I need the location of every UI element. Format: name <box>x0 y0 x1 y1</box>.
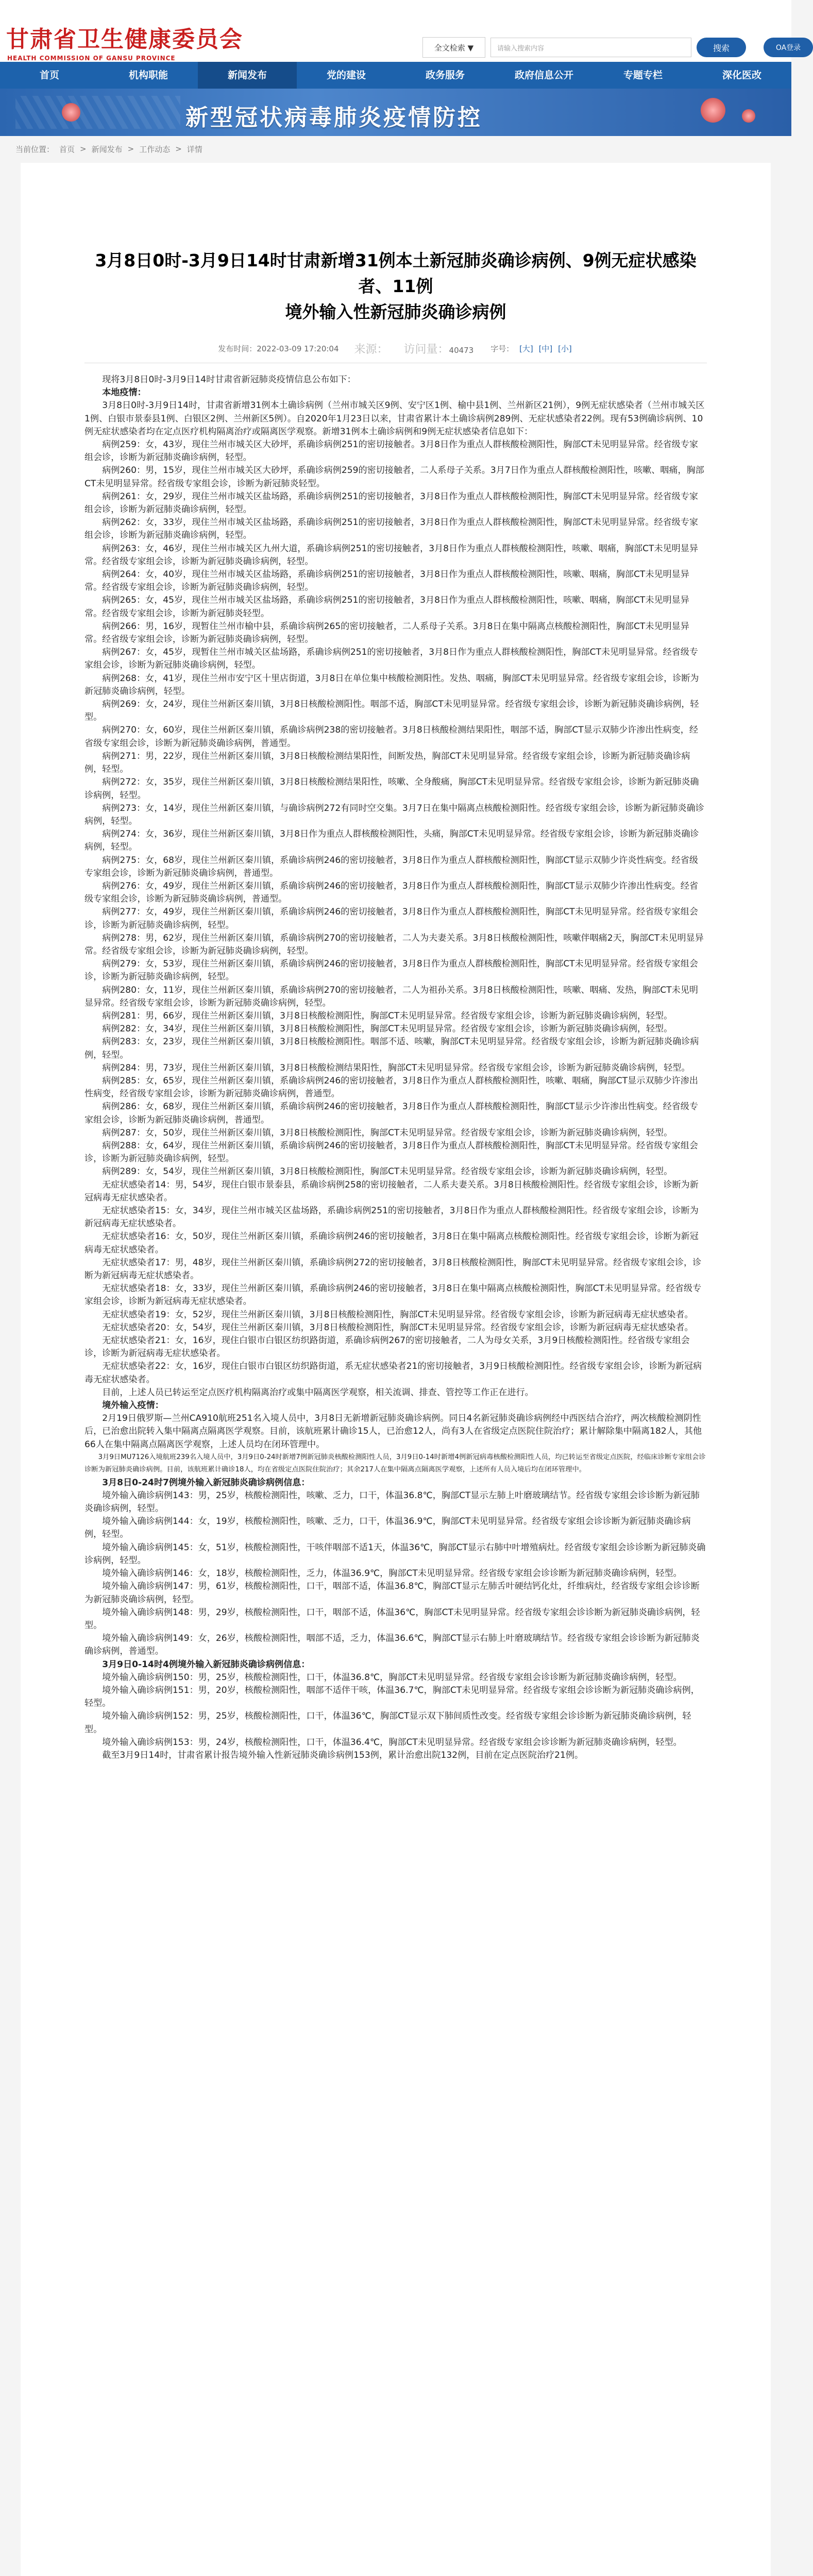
article-body <box>84 374 707 1762</box>
article-paragraph: 病例262：女，33岁，现住兰州市城关区盐场路，系确诊病例251的密切接触者，3月8日作为重点人群核酸检测阳性，胸部CT未见明显异常。经省级专家组会诊，诊断为新冠肺炎确诊病例，轻型。 <box>84 517 698 541</box>
article-paragraph: 境外输入确诊病例150：男，25岁，核酸检测阳性，口干，体温36.8℃，胸部CT未见明显异常。经省级专家组会诊诊断为新冠肺炎确诊病例，轻型。 <box>102 1672 682 1683</box>
article-paragraph: 病例282：女，34岁，现住兰州新区秦川镇，3月8日核酸检测阳性，胸部CT未见明显异常。经省级专家组会诊，诊断为新冠肺炎确诊病例，轻型。 <box>102 1024 673 1035</box>
breadcrumb-label: 当前位置： <box>15 144 55 154</box>
section-heading: 境外输入疫情： <box>102 1400 164 1411</box>
search-button[interactable]: 搜索 <box>697 38 746 57</box>
article-paragraph: 截至3月9日14时，甘肃省累计报告境外输入性新冠肺炎确诊病例153例，累计治愈出院132例，目前在定点医院治疗21例。 <box>102 1750 584 1760</box>
article-meta <box>84 341 707 357</box>
source-label: 来源： <box>354 343 388 356</box>
article-paragraph: 无症状感染者20：女，54岁，现住兰州新区秦川镇，3月8日核酸检测阳性，胸部CT未见明显异常。经省级专家组会诊，诊断为新冠病毒无症状感染者。 <box>102 1322 693 1333</box>
article-title <box>84 163 707 325</box>
article-paragraph: 病例271：男，22岁，现住兰州新区秦川镇，3月8日核酸检测结果阳性，间断发热，胸部CT未见明显异常。经省级专家组会诊，诊断为新冠肺炎确诊病例，轻型。 <box>84 751 690 775</box>
article-paragraph: 目前，上述人员已转运至定点医疗机构隔离治疗或集中隔离医学观察，相关流调、排查、管控等工作正在进行。 <box>102 1387 534 1398</box>
article-paragraph: 病例280：女，11岁，现住兰州新区秦川镇，系确诊病例270的密切接触者，二人为祖孙关系。3月8日核酸检测阳性，咳嗽、咽痛、发热，胸部CT未见明显异常。经省级专家组会诊，诊断为新冠肺炎确诊病例，轻型。 <box>84 985 698 1008</box>
article-paragraph: 病例267：女，45岁，现暂住兰州市城关区盐场路，系确诊病例251的密切接触者，3月8日作为重点人群核酸检测阳性，胸部CT未见明显异常。经省级专家组会诊，诊断为新冠肺炎确诊病例，轻型。 <box>84 647 698 671</box>
article-paragraph: 病例275：女，68岁，现住兰州新区秦川镇，系确诊病例246的密切接触者，3月8日作为重点人群核酸检测阳性，胸部CT显示双肺少许炎性病变。经省级专家组会诊，诊断为新冠肺炎确诊病例，普通型。 <box>84 855 698 878</box>
article-paragraph: 病例281：男，66岁，现住兰州新区秦川镇，3月8日核酸检测阳性，胸部CT未见明显异常。经省级专家组会诊，诊断为新冠肺炎确诊病例，轻型。 <box>102 1010 673 1021</box>
nav-item[interactable]: 机构职能 <box>128 70 168 81</box>
search-bar <box>422 37 813 58</box>
nav-item[interactable]: 政府信息公开 <box>514 70 573 81</box>
article-title-line: 境外输入性新冠肺炎确诊病例 <box>285 302 506 322</box>
article-paragraph: 病例264：女，40岁，现住兰州市城关区盐场路，系确诊病例251的密切接触者，3月8日作为重点人群核酸检测阳性，咳嗽、咽痛，胸部CT未见明显异常。经省级专家组会诊，诊断为新冠肺炎确诊病例，轻型。 <box>84 569 689 593</box>
article-paragraph: 病例260：男，15岁，现住兰州市城关区大砂坪，系确诊病例259的密切接触者，二人系母子关系。3月7日作为重点人群核酸检测阳性，咳嗽、咽痛，胸部CT未见明显异常。经省级专家组会诊，诊断为新冠肺炎轻型。 <box>84 465 704 489</box>
nav-item[interactable]: 政务服务 <box>425 70 465 81</box>
nav-item[interactable]: 深化医改 <box>722 70 761 81</box>
nav-item[interactable]: 专题专栏 <box>623 70 663 81</box>
font-size-small[interactable]: [小] <box>558 344 572 353</box>
search-input[interactable]: 请输入搜索内容 <box>490 38 691 57</box>
article-paragraph: 现将3月8日0时-3月9日14时甘肃省新冠肺炎疫情信息公布如下： <box>102 375 356 385</box>
article-paragraph: 境外输入确诊病例144：女，19岁，核酸检测阳性，咳嗽、乏力，口干，体温36.9℃，胸部CT未见明显异常。经省级专家组会诊诊断为新冠肺炎确诊病例，轻型。 <box>84 1516 691 1540</box>
article-container <box>21 163 771 2576</box>
article-paragraph: 病例283：女，23岁，现住兰州新区秦川镇，3月8日核酸检测阳性。咽部不适、咳嗽，胸部CT未见明显异常。经省级专家组会诊，诊断为新冠肺炎确诊病例，轻型。 <box>84 1037 699 1060</box>
article-paragraph: 病例274：女，36岁，现住兰州新区秦川镇，3月8日作为重点人群核酸检测阳性，头痛，胸部CT未见明显异常。经省级专家组会诊，诊断为新冠肺炎确诊病例，轻型。 <box>84 829 699 853</box>
article-paragraph: 无症状感染者19：女，52岁，现住兰州新区秦川镇，3月8日核酸检测阳性，胸部CT未见明显异常。经省级专家组会诊，诊断为新冠病毒无症状感染者。 <box>102 1309 693 1320</box>
article-paragraph: 病例268：女，41岁，现住兰州市安宁区十里店街道，3月8日在单位集中核酸检测阳性。发热、咽痛，胸部CT未见明显异常。经省级专家组会诊，诊断为新冠肺炎确诊病例，轻型。 <box>84 673 699 697</box>
article-paragraph: 病例286：女，68岁，现住兰州新区秦川镇，系确诊病例246的密切接触者，3月8日作为重点人群核酸检测阳性，胸部CT显示少许渗出性病变。经省级专家组会诊，诊断为新冠肺炎确诊病例，普通型。 <box>84 1101 698 1125</box>
section-heading: 本地疫情： <box>102 387 146 398</box>
article-paragraph: 境外输入确诊病例149：女，26岁，核酸检测阳性，咽部不适，乏力，体温36.6℃，胸部CT显示右肺上叶磨玻璃结节。经省级专家组会诊诊断为新冠肺炎确诊病例，普通型。 <box>84 1633 700 1657</box>
article-paragraph: 无症状感染者18：女，33岁，现住兰州新区秦川镇，系确诊病例246的密切接触者，3月8日在集中隔离点核酸检测阳性，胸部CT未见明显异常。经省级专家组会诊，诊断为新冠病毒无症状感染者。 <box>84 1283 702 1307</box>
article-paragraph: 病例276：女，49岁，现住兰州新区秦川镇，系确诊病例246的密切接触者，3月8日作为重点人群核酸检测阳性，胸部CT显示双肺少许渗出性病变。经省级专家组会诊，诊断为新冠肺炎确诊病例，普通型。 <box>84 880 698 905</box>
article-paragraph: 病例284：男，73岁，现住兰州新区秦川镇，3月8日核酸检测结果阳性，胸部CT未见明显异常。经省级专家组会诊，诊断为新冠肺炎确诊病例，轻型。 <box>102 1062 690 1073</box>
font-size-control <box>489 343 573 354</box>
article-paragraph: 病例265：女，45岁，现住兰州市城关区盐场路，系确诊病例251的密切接触者，3月8日作为重点人群核酸检测阳性，咳嗽、咽痛，胸部CT未见明显异常。经省级专家组会诊，诊断为新冠肺炎轻型。 <box>84 595 689 619</box>
font-size-medium[interactable]: [中] <box>538 344 553 353</box>
article-paragraph: 病例272：女，35岁，现住兰州新区秦川镇，3月8日核酸检测结果阳性，咳嗽、全身酸痛，胸部CT未见明显异常。经省级专家组会诊，诊断为新冠肺炎确诊病例，轻型。 <box>84 777 699 801</box>
article-paragraph: 病例279：女，53岁，现住兰州新区秦川镇，系确诊病例246的密切接触者，3月8日作为重点人群核酸检测阳性，胸部CT未见明显异常。经省级专家组会诊，诊断为新冠肺炎确诊病例，轻型。 <box>84 959 698 982</box>
article-paragraph: 病例287：女，50岁，现住兰州新区秦川镇，3月8日核酸检测阳性，胸部CT未见明显异常。经省级专家组会诊，诊断为新冠肺炎确诊病例，轻型。 <box>102 1127 673 1138</box>
article-paragraph: 病例288：女，64岁，现住兰州新区秦川镇，系确诊病例246的密切接触者，3月8日作为重点人群核酸检测阳性，胸部CT未见明显异常。经省级专家组会诊，诊断为新冠肺炎确诊病例，轻型。 <box>84 1140 698 1164</box>
nav-item[interactable]: 新闻发布 <box>198 62 297 89</box>
article-paragraph: 3月9日MU7126入境航班239名入境人员中，3月9日0-24时新增7例新冠肺炎核酸检测阳性人员，3月9日0-14时新增4例新冠病毒核酸检测阳性人员，均已转运至省级定点医院，经临床诊断专家组会诊诊断为新冠肺炎确诊病例。目前，该航班累计确诊18人，均在省级定点医院住院治疗；其余217人在集中隔离点隔离医学观察，上述所有人员入境后均在闭环管理中。 <box>84 1453 706 1474</box>
article-paragraph: 境外输入确诊病例146：女，18岁，核酸检测阳性，乏力，体温36.9℃，胸部CT未见明显异常。经省级专家组会诊诊断为新冠肺炎确诊病例，轻型。 <box>102 1568 682 1579</box>
article-paragraph: 病例266：男，16岁，现暂住兰州市榆中县，系确诊病例265的密切接触者，二人系母子关系。3月8日在集中隔离点核酸检测阳性，胸部CT未见明显异常。经省级专家组会诊，诊断为新冠肺炎确诊病例，轻型。 <box>84 621 689 645</box>
article-paragraph: 病例273：女，14岁，现住兰州新区秦川镇，与确诊病例272有同时空交集。3月7日在集中隔离点核酸检测阳性。经省级专家组会诊，诊断为新冠肺炎确诊病例，轻型。 <box>84 803 704 826</box>
article-paragraph: 境外输入确诊病例151：男，20岁，核酸检测阳性，咽部不适伴干咳，体温36.7℃，胸部CT未见明显异常。经省级专家组会诊诊断为新冠肺炎确诊病例，轻型。 <box>84 1685 700 1709</box>
article-paragraph: 境外输入确诊病例152：男，25岁，核酸检测阳性，口干，体温36℃，胸部CT显示双下肺间质性改变。经省级专家组会诊诊断为新冠肺炎确诊病例，轻型。 <box>84 1711 691 1735</box>
nav-item[interactable]: 党的建设 <box>326 70 366 81</box>
article-paragraph: 无症状感染者21：女，16岁，现住白银市白银区纺织路街道，系确诊病例267的密切接触者，二人为母女关系，3月9日核酸检测阳性。经省级专家组会诊，诊断为新冠病毒无症状感染者。 <box>84 1335 690 1359</box>
article-paragraph: 病例289：女，54岁，现住兰州新区秦川镇，3月8日核酸检测阳性，胸部CT未见明显异常。经省级专家组会诊，诊断为新冠肺炎确诊病例，轻型。 <box>102 1166 673 1177</box>
article-paragraph: 境外输入确诊病例153：男，24岁，核酸检测阳性，口干，体温36.4℃，胸部CT未见明显异常。经省级专家组会诊诊断为新冠肺炎确诊病例，轻型。 <box>102 1737 682 1748</box>
site-logo-en: HEALTH COMMISSION OF GANSU PROVINCE <box>7 55 176 62</box>
article-paragraph: 境外输入确诊病例147：男，61岁，核酸检测阳性，口干，咽部不适，体温36.8℃，胸部CT显示左肺舌叶硬结钙化灶，纤维病灶，经省级专家组会诊诊断为新冠肺炎确诊病例，轻型。 <box>84 1581 700 1605</box>
breadcrumb-link[interactable]: 工作动态 <box>139 144 171 154</box>
font-size-label: 字号： <box>490 344 514 353</box>
article-title-line: 3月8日0时-3月9日14时甘肃新增31例本土新冠肺炎确诊病例、9例无症状感染者、11例 <box>95 250 697 296</box>
oa-login-button[interactable]: OA登录 <box>764 38 813 57</box>
article-paragraph: 病例277：女，49岁，现住兰州新区秦川镇，系确诊病例246的密切接触者，3月8日作为重点人群核酸检测阳性，胸部CT未见明显异常。经省级专家组会诊，诊断为新冠肺炎确诊病例，轻型。 <box>84 907 698 930</box>
site-logo[interactable]: 甘肃省卫生健康委员会 <box>6 26 243 53</box>
article-paragraph: 病例261：女，29岁，现住兰州市城关区盐场路，系确诊病例251的密切接触者，3月8日作为重点人群核酸检测阳性，胸部CT未见明显异常。经省级专家组会诊，诊断为新冠肺炎确诊病例，轻型。 <box>84 491 698 515</box>
article-paragraph: 无症状感染者14：男，54岁，现住白银市景泰县，系确诊病例258的密切接触者，二人系夫妻关系。3月8日核酸检测阳性。经省级专家组会诊，诊断为新冠病毒无症状感染者。 <box>84 1179 699 1203</box>
views-label: 访问量： <box>403 343 449 356</box>
article-paragraph: 病例269：女，24岁，现住兰州新区秦川镇，3月8日核酸检测阳性。咽部不适，胸部CT未见明显异常。经省级专家组会诊，诊断为新冠肺炎确诊病例，轻型。 <box>84 699 699 723</box>
main-nav <box>0 62 791 89</box>
publish-date: 发布时间：2022-03-09 17:20:04 <box>218 344 339 353</box>
views-count: 40473 <box>449 346 474 355</box>
article-paragraph: 无症状感染者16：女，50岁，现住兰州新区秦川镇，系确诊病例246的密切接触者，3月8日在集中隔离点核酸检测阳性。经省级专家组会诊，诊断为新冠病毒无症状感染者。 <box>84 1231 699 1255</box>
section-heading: 3月8日0-24时7例境外输入新冠肺炎确诊病例信息： <box>102 1477 310 1488</box>
section-heading: 3月9日0-14时4例境外输入新冠肺炎确诊病例信息： <box>102 1659 310 1670</box>
virus-icon <box>742 109 755 123</box>
banner-pattern <box>15 96 180 129</box>
covid-banner[interactable] <box>0 89 791 136</box>
article-paragraph: 无症状感染者22：女，16岁，现住白银市白银区纺织路街道，系无症状感染者21的密切接触者，3月9日核酸检测阳性。经省级专家组会诊，诊断为新冠病毒无症状感染者。 <box>84 1361 702 1385</box>
virus-icon <box>701 98 725 123</box>
article-paragraph: 无症状感染者15：女，34岁，现住兰州市城关区盐场路，系确诊病例251的密切接触者，3月8日作为重点人群核酸检测阳性。经省级专家组会诊，诊断为新冠病毒无症状感染者。 <box>84 1206 699 1229</box>
breadcrumb: 当前位置： 首页 > 新闻发布 > 工作动态 > 详情 <box>15 144 202 154</box>
site-header <box>0 0 801 62</box>
article-paragraph: 无症状感染者17：男，48岁，现住兰州新区秦川镇，系确诊病例272的密切接触者，3月8日核酸检测阳性，胸部CT未见明显异常。经省级专家组会诊，诊断为新冠病毒无症状感染者。 <box>84 1257 702 1281</box>
breadcrumb-link[interactable]: 首页 <box>59 144 75 154</box>
virus-icon <box>62 103 80 122</box>
article-paragraph: 病例263：女，46岁，现住兰州市城关区九州大道，系确诊病例251的密切接触者，3月8日作为重点人群核酸检测阳性，咳嗽、咽痛，胸部CT未见明显异常。经省级专家组会诊，诊断为新冠肺炎确诊病例，轻型。 <box>84 543 698 567</box>
article-paragraph: 境外输入确诊病例148：男，29岁，核酸检测阳性，口干，咽部不适，体温36℃，胸部CT未见明显异常。经省级专家组会诊诊断为新冠肺炎确诊病例，轻型。 <box>84 1607 700 1631</box>
article-paragraph: 境外输入确诊病例145：女，51岁，核酸检测阳性，干咳伴咽部不适1天，体温36℃，胸部CT显示右肺中叶增殖病灶。经省级专家组会诊诊断为新冠肺炎确诊病例，轻型。 <box>84 1542 706 1566</box>
breadcrumb-current: 详情 <box>187 144 202 154</box>
article-paragraph: 3月8日0时-3月9日14时，甘肃省新增31例本土确诊病例（兰州市城关区9例、安宁区1例、榆中县1例、兰州新区21例），9例无症状感染者（兰州市城关区1例、白银市景泰县1例、白银区2例、兰州新区5例）。自2020年1月23日以来，甘肃省累计本土确诊病例289例、无症状感染者22例。现有53例确诊病例、10例无症状感染者均在定点医疗机构隔离治疗或隔离医学观察。新增31例本土确诊病例和9例无症状感染者信息如下： <box>84 400 705 437</box>
article-paragraph: 病例270：女，60岁，现住兰州新区秦川镇，系确诊病例238的密切接触者。3月8日核酸检测结果阳性，咽部不适，胸部CT显示双肺少许渗出性病变，经省级专家组会诊，诊断为新冠肺炎确诊病例，普通型。 <box>84 725 698 749</box>
article-paragraph: 病例278：男，62岁，现住兰州新区秦川镇，系确诊病例270的密切接触者，二人为夫妻关系。3月8日核酸检测阳性，咳嗽伴咽痛2天，胸部CT未见明显异常。经省级专家组会诊，诊断为新冠肺炎确诊病例，轻型。 <box>84 933 704 956</box>
search-scope-select[interactable]: 全文检索 ▼ <box>422 37 485 58</box>
font-size-large[interactable]: [大] <box>519 344 533 353</box>
article-paragraph: 境外输入确诊病例143：男，25岁，核酸检测阳性，咳嗽、乏力，口干，体温36.8℃，胸部CT显示左肺上叶磨玻璃结节。经省级专家组会诊诊断为新冠肺炎确诊病例，轻型。 <box>84 1490 700 1514</box>
article-paragraph: 病例285：女，65岁，现住兰州新区秦川镇，系确诊病例246的密切接触者，3月8日作为重点人群核酸检测阳性，咳嗽、咽痛，胸部CT显示双肺少许渗出性病变，经省级专家组会诊，诊断为新冠肺炎确诊病例，普通型。 <box>84 1075 698 1099</box>
article-paragraph: 2月19日俄罗斯—兰州CA910航班251名入境人员中，3月8日无新增新冠肺炎确诊病例。同日4名新冠肺炎确诊病例经中西医结合治疗，两次核酸检测阴性后，已治愈出院转入集中隔离点隔离医学观察。目前，该航班累计确诊15人，已治愈12人，尚有3人在省级定点医院住院治疗；累计解除集中隔离182人，其他66人在集中隔离点隔离医学观察，上述人员均在闭环管理中。 <box>84 1413 702 1450</box>
nav-item[interactable]: 首页 <box>39 70 59 81</box>
article-paragraph: 病例259：女，43岁，现住兰州市城关区大砂坪，系确诊病例251的密切接触者。3月8日作为重点人群核酸检测阳性，胸部CT未见明显异常。经省级专家组会诊，诊断为新冠肺炎确诊病例，轻型。 <box>84 439 698 463</box>
banner-title: 新型冠状病毒肺炎疫情防控 <box>185 105 482 131</box>
breadcrumb-link[interactable]: 新闻发布 <box>91 144 123 154</box>
